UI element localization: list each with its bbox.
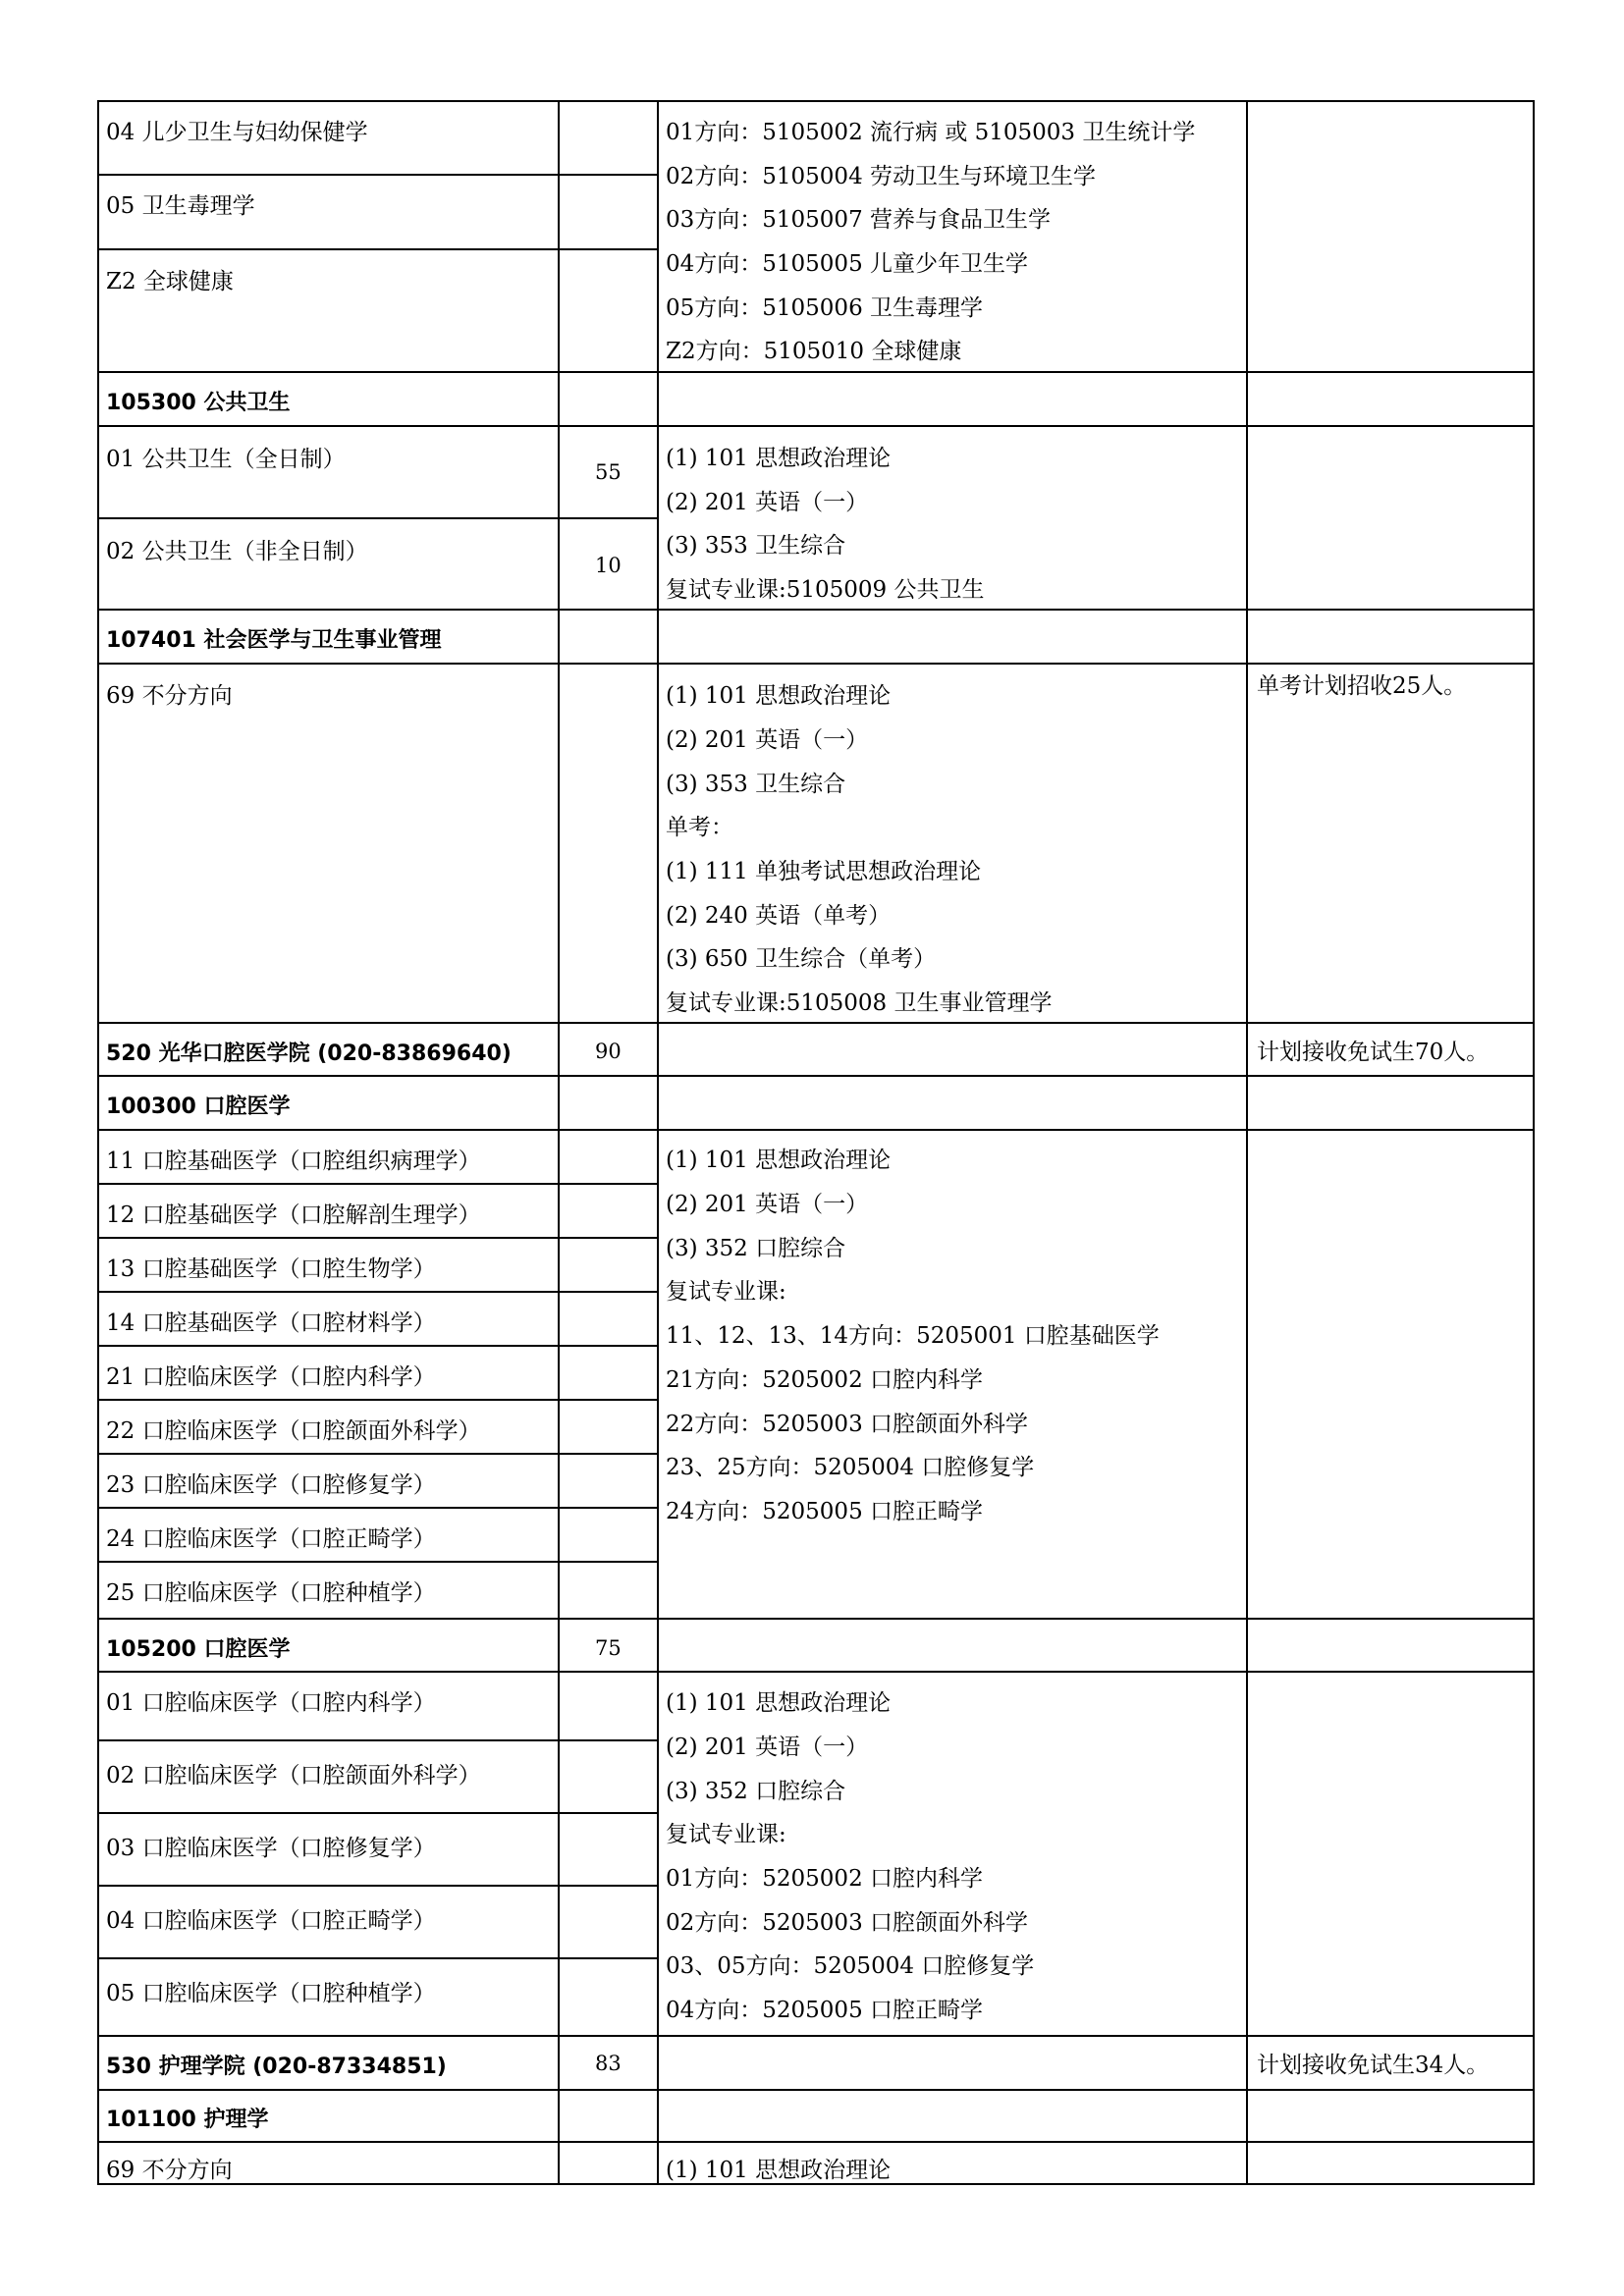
row-divider	[97, 609, 1535, 611]
column-divider	[558, 100, 560, 2185]
retest-direction: 05方向：5105006 卫生毒理学	[666, 295, 984, 321]
enrollment-count: 83	[595, 2052, 622, 2075]
direction-name: 03 口腔临床医学（口腔修复学）	[106, 1836, 436, 1861]
direction-name: 01 公共卫生（全日制）	[106, 447, 346, 472]
direction-name: 22 口腔临床医学（口腔颌面外科学）	[106, 1418, 481, 1444]
direction-name: 25 口腔临床医学（口腔种植学）	[106, 1580, 436, 1606]
major-heading: 105200 口腔医学	[106, 1637, 291, 1662]
column-divider	[657, 100, 659, 2185]
retest-direction: 22方向：5205003 口腔颌面外科学	[666, 1412, 1029, 1437]
row-divider	[97, 1345, 658, 1347]
retest-course: 复试专业课:	[666, 1822, 786, 1847]
direction-name: 01 口腔临床医学（口腔内科学）	[106, 1690, 436, 1716]
exam-subject: (3) 352 口腔综合	[666, 1236, 846, 1261]
retest-course: 复试专业课:	[666, 1279, 786, 1305]
major-heading: 101100 护理学	[106, 2108, 269, 2132]
retest-direction: 02方向：5105004 劳动卫生与环境卫生学	[666, 164, 1097, 189]
row-divider	[97, 1453, 658, 1455]
direction-name: 02 公共卫生（非全日制）	[106, 539, 368, 564]
direction-name: 04 儿少卫生与妇幼保健学	[106, 120, 368, 145]
retest-course: 复试专业课:5105008 卫生事业管理学	[666, 990, 1053, 1016]
direction-name: 69 不分方向	[106, 2158, 233, 2183]
direction-name: 02 口腔临床医学（口腔颌面外科学）	[106, 1763, 481, 1789]
enrollment-count: 55	[595, 460, 622, 484]
direction-name: 05 卫生毒理学	[106, 193, 255, 219]
row-divider	[97, 1183, 658, 1185]
retest-direction: 03方向：5105007 营养与食品卫生学	[666, 207, 1052, 233]
table-border-right	[1533, 100, 1535, 2185]
exam-subject: (2) 201 英语（一）	[666, 1735, 869, 1760]
retest-direction: 01方向：5205002 口腔内科学	[666, 1866, 984, 1892]
row-divider	[97, 2141, 1535, 2143]
row-divider	[97, 1561, 658, 1563]
column-divider	[1246, 100, 1248, 2185]
remark: 计划接收免试生70人。	[1257, 1040, 1489, 1065]
exam-subject: (1) 101 思想政治理论	[666, 1148, 892, 1173]
exam-subject: (1) 101 思想政治理论	[666, 446, 892, 471]
direction-name: 24 口腔临床医学（口腔正畸学）	[106, 1526, 436, 1552]
row-divider	[97, 1739, 658, 1741]
exam-subject: (1) 101 思想政治理论	[666, 1690, 892, 1716]
direction-name: 12 口腔基础医学（口腔解剖生理学）	[106, 1202, 481, 1228]
row-divider	[97, 1022, 1535, 1024]
row-divider	[97, 174, 658, 176]
row-divider	[97, 371, 1535, 373]
exam-subject: (3) 353 卫生综合	[666, 772, 846, 797]
direction-name: Z2 全球健康	[106, 269, 234, 294]
row-divider	[97, 1885, 658, 1887]
retest-direction: 01方向：5105002 流行病 或 5105003 卫生统计学	[666, 120, 1196, 145]
retest-direction: 23、25方向：5205004 口腔修复学	[666, 1455, 1035, 1480]
major-heading: 100300 口腔医学	[106, 1095, 291, 1119]
retest-direction: 02方向：5205003 口腔颌面外科学	[666, 1910, 1029, 1936]
row-divider	[97, 1618, 1535, 1620]
retest-direction: 21方向：5205002 口腔内科学	[666, 1367, 984, 1393]
major-heading: 105300 公共卫生	[106, 391, 291, 415]
retest-direction: 04方向：5205005 口腔正畸学	[666, 1998, 984, 2023]
row-divider	[97, 1957, 658, 1959]
retest-direction: 03、05方向：5205004 口腔修复学	[666, 1953, 1035, 1979]
row-divider	[97, 1671, 1535, 1673]
retest-direction: 04方向：5105005 儿童少年卫生学	[666, 251, 1029, 277]
exam-subject: (1) 111 单独考试思想政治理论	[666, 859, 982, 884]
exam-subject: (3) 352 口腔综合	[666, 1779, 846, 1804]
row-divider	[97, 1507, 658, 1509]
row-divider	[97, 663, 1535, 665]
direction-name: 04 口腔临床医学（口腔正畸学）	[106, 1908, 436, 1934]
row-divider	[97, 517, 658, 519]
exam-subject: (3) 650 卫生综合（单考）	[666, 946, 937, 972]
exam-subject: (2) 201 英语（一）	[666, 490, 869, 515]
row-divider	[97, 1237, 658, 1239]
exam-subject: (1) 101 思想政治理论	[666, 2158, 892, 2183]
major-heading: 107401 社会医学与卫生事业管理	[106, 628, 442, 653]
row-divider	[97, 1812, 658, 1814]
retest-direction: 11、12、13、14方向：5205001 口腔基础医学	[666, 1323, 1160, 1349]
row-divider	[97, 248, 658, 250]
retest-course: 复试专业课:5105009 公共卫生	[666, 577, 985, 603]
row-divider	[97, 2089, 1535, 2091]
exam-subject: (1) 101 思想政治理论	[666, 683, 892, 709]
remark: 计划接收免试生34人。	[1257, 2053, 1489, 2078]
row-divider	[97, 425, 1535, 427]
direction-name: 69 不分方向	[106, 683, 233, 709]
school-heading: 520 光华口腔医学院 (020-83869640)	[106, 1041, 512, 1066]
remark: 单考计划招收25人。	[1257, 673, 1467, 699]
enrollment-count: 90	[595, 1040, 622, 1063]
row-divider	[97, 100, 1535, 102]
row-divider	[97, 1129, 1535, 1131]
exam-subject: (2) 201 英语（一）	[666, 727, 869, 753]
direction-name: 21 口腔临床医学（口腔内科学）	[106, 1364, 436, 1390]
direction-name: 05 口腔临床医学（口腔种植学）	[106, 1981, 436, 2006]
row-divider	[97, 1291, 658, 1293]
direction-name: 11 口腔基础医学（口腔组织病理学）	[106, 1148, 481, 1174]
row-divider	[97, 2035, 1535, 2037]
direction-name: 23 口腔临床医学（口腔修复学）	[106, 1472, 436, 1498]
enrollment-count: 75	[595, 1636, 622, 1660]
row-divider	[97, 1075, 1535, 1077]
exam-subject: (3) 353 卫生综合	[666, 533, 846, 559]
table-border-left	[97, 100, 99, 2185]
direction-name: 14 口腔基础医学（口腔材料学）	[106, 1310, 436, 1336]
retest-direction: 24方向：5205005 口腔正畸学	[666, 1499, 984, 1524]
row-divider	[97, 1399, 658, 1401]
exam-subject: (2) 240 英语（单考）	[666, 903, 892, 929]
exam-subject: (2) 201 英语（一）	[666, 1192, 869, 1217]
enrollment-count: 10	[595, 554, 622, 577]
exam-subject: 单考：	[666, 815, 733, 840]
school-heading: 530 护理学院 (020-87334851)	[106, 2055, 447, 2079]
direction-name: 13 口腔基础医学（口腔生物学）	[106, 1256, 436, 1282]
retest-direction: Z2方向：5105010 全球健康	[666, 339, 962, 364]
